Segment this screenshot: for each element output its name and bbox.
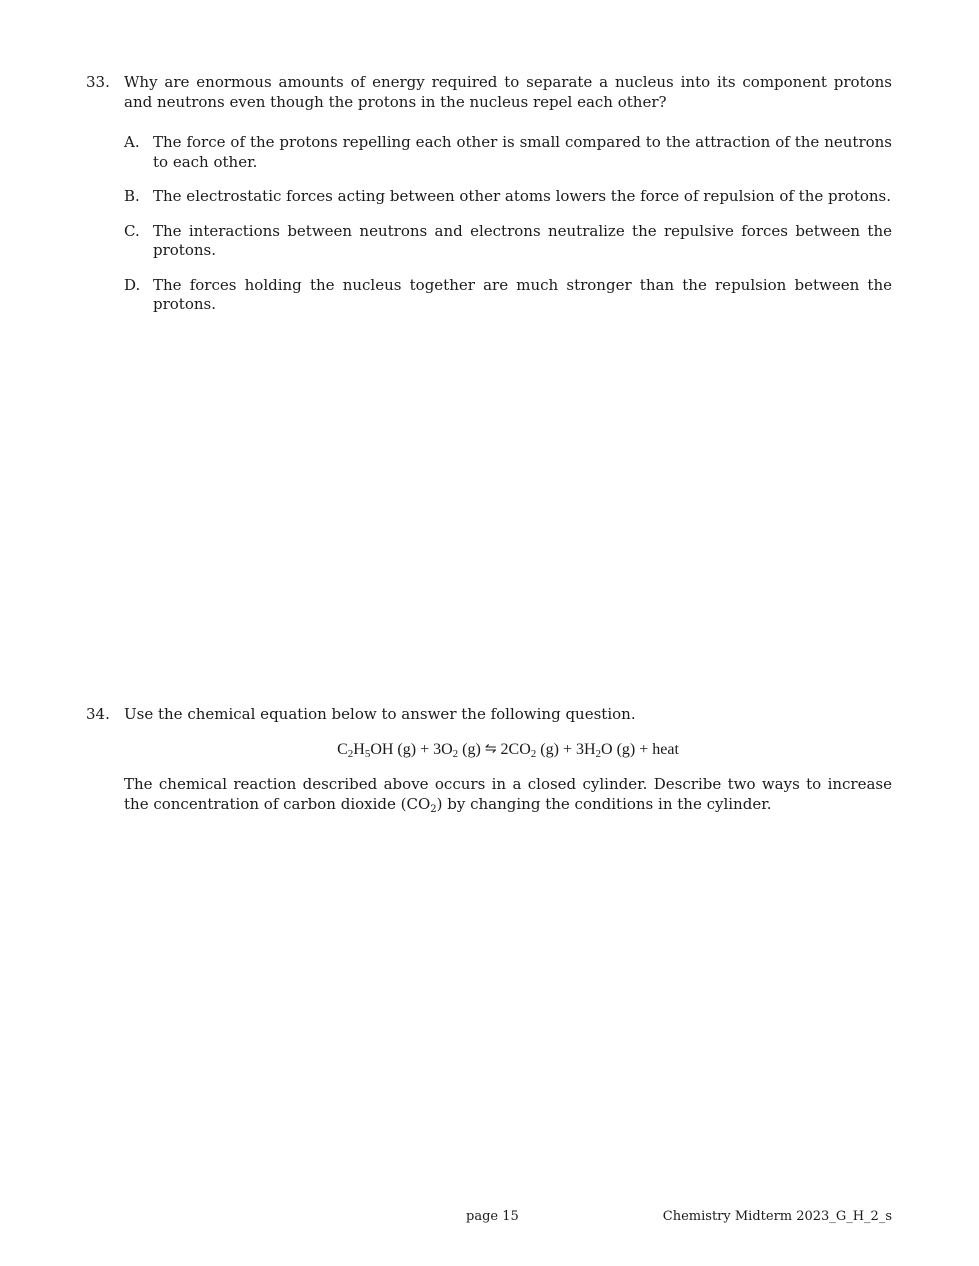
question-33 — [86, 73, 892, 330]
question-34 — [86, 705, 892, 814]
eq-text: (g) + 3H — [536, 740, 596, 758]
choice-text: The electrostatic forces acting between other atoms lowers the force of repulsion of the protons. — [153, 187, 892, 205]
document-title: Chemistry Midterm 2023_G_H_2_s — [662, 1209, 892, 1224]
eq-text: O (g) + heat — [601, 740, 679, 758]
choice-d — [124, 276, 892, 315]
eq-subscript: 2 — [595, 747, 602, 760]
eq-text: H — [353, 740, 365, 758]
choice-text: The forces holding the nucleus together are much stronger than the repulsion between the protons. — [153, 275, 892, 313]
equilibrium-arrow-icon: ⇋ — [484, 741, 497, 757]
choice-a — [124, 133, 892, 172]
prompt-subscript: 2 — [430, 803, 437, 815]
eq-text: OH (g) + 3O — [370, 740, 453, 758]
answer-choices — [124, 133, 892, 315]
eq-text: 2CO — [496, 740, 531, 758]
chemical-equation — [124, 740, 892, 761]
choice-letter: D. — [124, 275, 141, 294]
question-number: 34. — [86, 705, 110, 723]
question-prompt — [124, 775, 892, 814]
eq-text: (g) — [458, 740, 485, 758]
eq-subscript: 5 — [364, 747, 371, 760]
question-number: 33. — [86, 73, 110, 91]
choice-text: The interactions between neutrons and electrons neutralize the repulsive forces between the protons. — [153, 221, 892, 259]
question-intro: Use the chemical equation below to answer the following question. — [124, 705, 636, 723]
question-text: Why are enormous amounts of energy required to separate a nucleus into its component protons and neutrons even though the protons in the nucleus repel each other? — [124, 73, 892, 111]
choice-letter: A. — [124, 133, 140, 151]
eq-subscript: 2 — [452, 747, 459, 760]
choice-letter: C. — [124, 221, 140, 240]
prompt-text: ) by changing the conditions in the cylinder. — [436, 794, 772, 813]
eq-subscript: 2 — [347, 747, 354, 760]
page-number: page 15 — [466, 1209, 519, 1224]
choice-b — [124, 187, 892, 207]
prompt-text: The chemical reaction described above occurs in a closed cylinder. Describe two ways to increase the concentration of carbon dioxide (CO — [124, 775, 892, 813]
choice-letter: B. — [124, 187, 140, 205]
eq-text: C — [337, 740, 348, 758]
choice-c — [124, 222, 892, 261]
eq-subscript: 2 — [530, 747, 537, 760]
choice-text: The force of the protons repelling each other is small compared to the attraction of the neutrons to each other. — [153, 133, 892, 171]
